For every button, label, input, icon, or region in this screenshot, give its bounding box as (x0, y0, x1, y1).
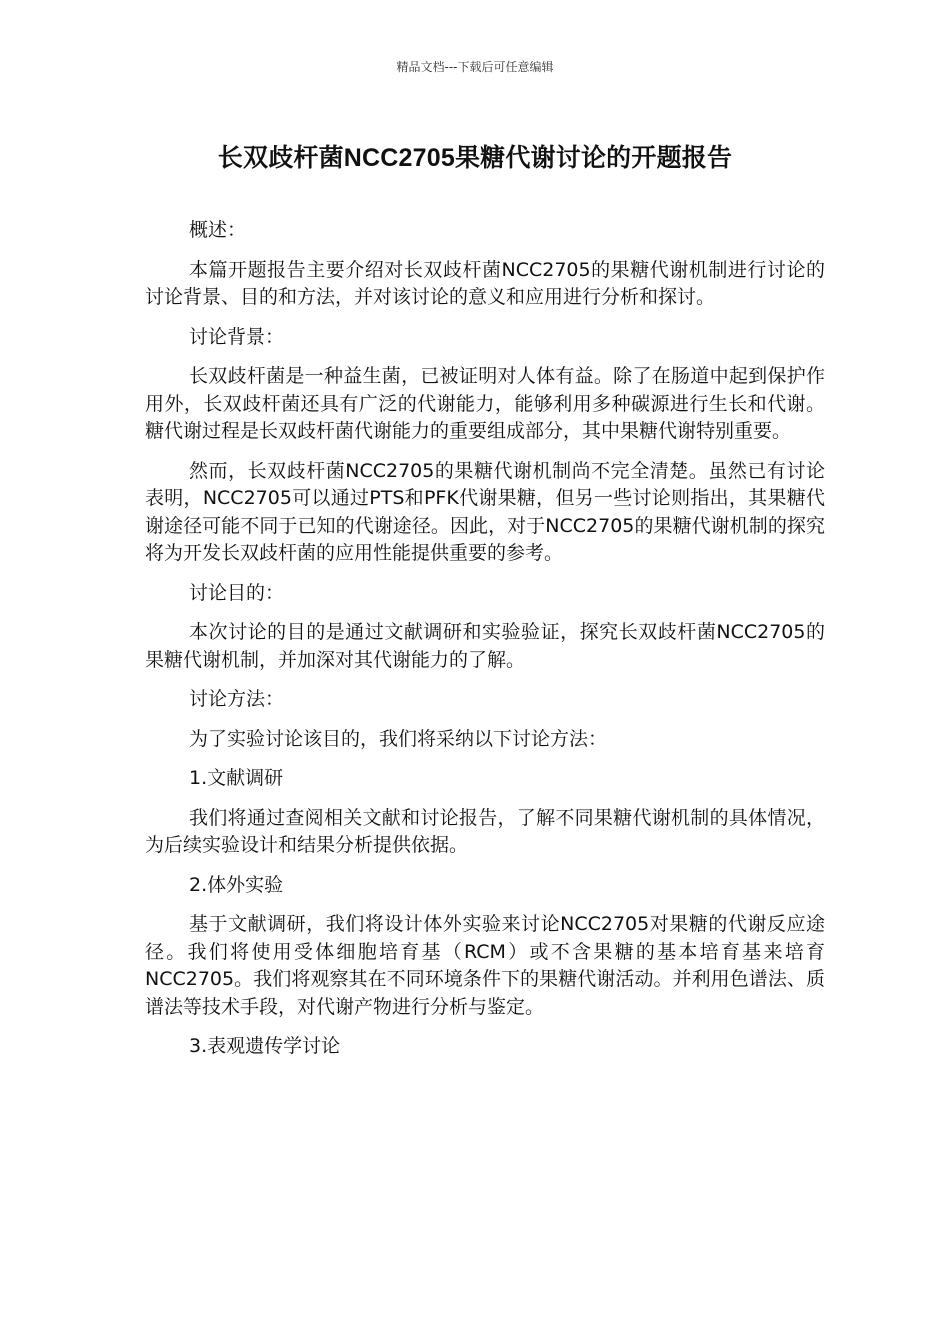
method-item-1-heading: 1.文献调研 (189, 767, 284, 789)
method-item-2-text: 基于文献调研，我们将设计体外实验来讨论NCC2705对果糖的代谢反应途径。我们将使用受体细胞培育基（RCM）或不含果糖的基本培育基来培育NCC2705。我们将观察其在不同环境条件下的果糖代谢活动。并利用色谱法、质谱法等技术手段，对代谢产物进行分析与鉴定。 (145, 913, 825, 1018)
method-item-1-text: 我们将通过查阅相关文献和讨论报告，了解不同果糖代谢机制的具体情况，为后续实验设计和结果分析提供依据。 (145, 806, 825, 856)
paragraph-method-intro: 为了实验讨论该目的，我们将采纳以下讨论方法： (189, 727, 608, 750)
page-header: 精品文档---下载后可任意编辑 (396, 60, 554, 74)
section-heading-overview: 概述： (189, 219, 247, 241)
section-heading-background: 讨论背景： (189, 325, 285, 348)
method-item-2-heading: 2.体外实验 (189, 873, 284, 896)
paragraph-background-1: 长双歧杆菌是一种益生菌，已被证明对人体有益。除了在肠道中起到保护作用外，长双歧杆菌还具有广泛的代谢能力，能够利用多种碳源进行生长和代谢。糖代谢过程是长双歧杆菌代谢能力的重要组成部分，其中果糖代谢特别重要。 (145, 365, 825, 442)
section-heading-purpose: 讨论目的： (189, 581, 285, 604)
document-title: 长双歧杆菌NCC2705果糖代谢讨论的开题报告 (217, 144, 733, 172)
paragraph-purpose: 本次讨论的目的是通过文献调研和实验验证，探究长双歧杆菌NCC2705的果糖代谢机制，并加深对其代谢能力的了解。 (145, 621, 825, 671)
paragraph-background-2: 然而，长双歧杆菌NCC2705的果糖代谢机制尚不完全清楚。虽然已有讨论表明，NCC2705可以通过PTS和PFK代谢果糖，但另一些讨论则指出，其果糖代谢途径可能不同于已知的代谢途径。因此，对于NCC2705的果糖代谢机制的探究将为开发长双歧杆菌的应用性能提供重要的参考。 (145, 459, 825, 564)
document-body (145, 217, 825, 1061)
paragraph-overview: 本篇开题报告主要介绍对长双歧杆菌NCC2705的果糖代谢机制进行讨论的讨论背景、目的和方法，并对该讨论的意义和应用进行分析和探讨。 (145, 258, 825, 308)
method-item-3-heading: 3.表观遗传学讨论 (189, 1035, 341, 1057)
section-heading-method: 讨论方法： (189, 688, 285, 710)
